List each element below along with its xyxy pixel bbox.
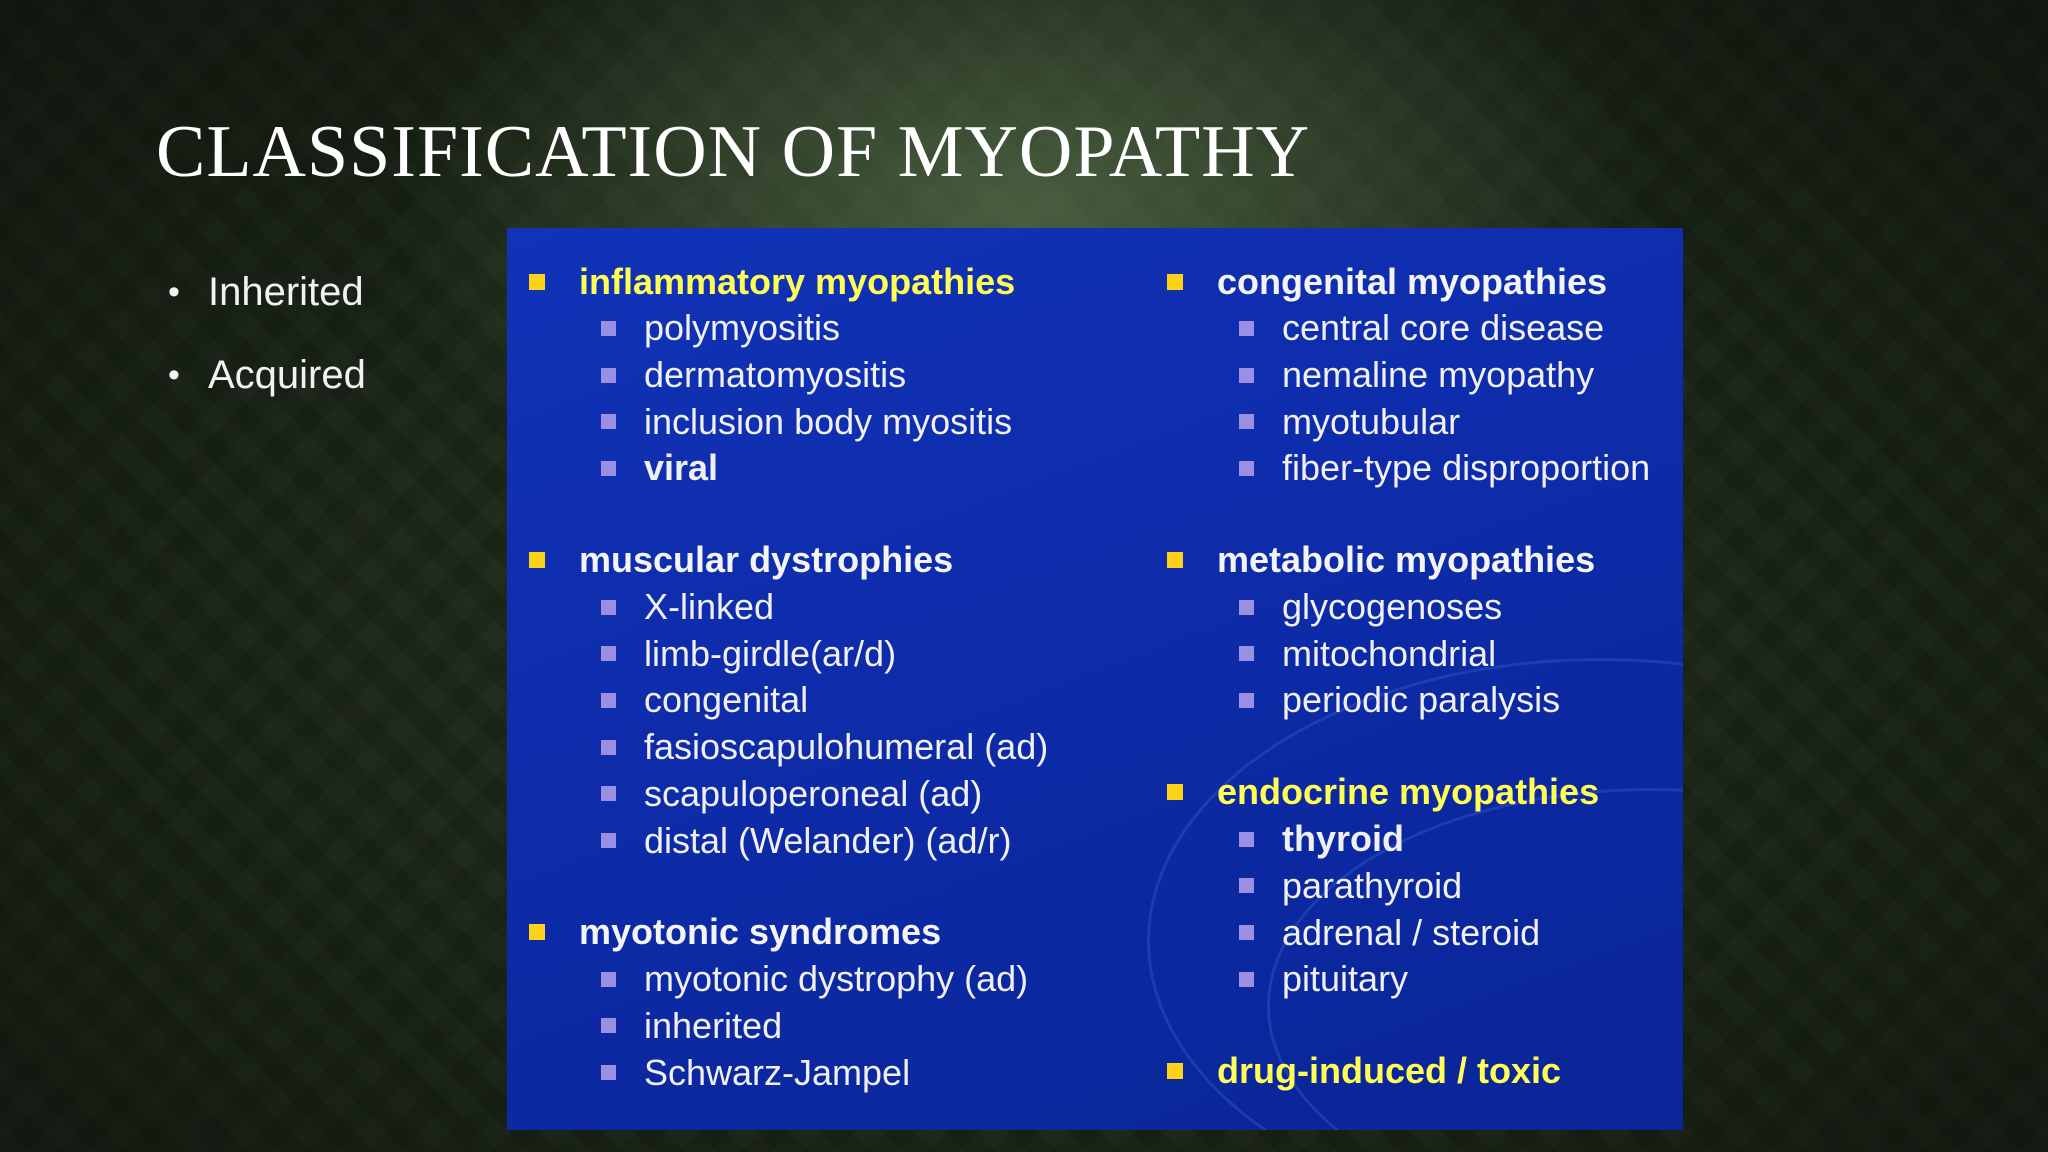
square-bullet-icon xyxy=(1239,600,1254,615)
square-bullet-icon xyxy=(601,693,616,708)
subtype-item xyxy=(1157,352,1677,399)
slide-bullet-list xyxy=(166,262,366,428)
subtype-text: central core disease xyxy=(1282,307,1605,349)
square-bullet-icon xyxy=(601,786,616,801)
square-bullet-icon xyxy=(601,600,616,615)
yellow-square-bullet-icon xyxy=(1167,274,1183,290)
subtype-text: limb-girdle(ar/d) xyxy=(644,632,897,674)
square-bullet-icon xyxy=(1239,972,1254,987)
category-heading-text: inflammatory myopathies xyxy=(579,260,1016,302)
subtype-list xyxy=(519,305,1119,492)
subtype-text: fiber-type disproportion xyxy=(1282,447,1651,489)
subtype-item xyxy=(519,630,1119,677)
subtype-text: X-linked xyxy=(644,586,775,628)
category-heading xyxy=(1157,537,1677,584)
square-bullet-icon xyxy=(1239,832,1254,847)
subtype-item xyxy=(1157,398,1677,445)
slide-title: CLASSIFICATION OF MYOPATHY xyxy=(156,111,1311,193)
square-bullet-icon xyxy=(1239,368,1254,383)
bullet-item xyxy=(166,262,366,345)
subtype-item xyxy=(519,771,1119,818)
subtype-text: Schwarz-Jampel xyxy=(644,1051,911,1093)
subtype-text: dermatomyositis xyxy=(644,354,907,396)
subtype-text: periodic paralysis xyxy=(1282,679,1561,721)
bullet-dot-icon: • xyxy=(168,273,180,311)
right-column xyxy=(1157,258,1677,1095)
classification-panel xyxy=(507,228,1683,1130)
square-bullet-icon xyxy=(601,740,616,755)
subtype-item xyxy=(519,305,1119,352)
category-heading-text: metabolic myopathies xyxy=(1217,539,1596,581)
category-heading-text: muscular dystrophies xyxy=(579,539,954,581)
subtype-text: adrenal / steroid xyxy=(1282,911,1541,953)
category-group xyxy=(519,258,1119,492)
subtype-text: nemaline myopathy xyxy=(1282,354,1595,396)
square-bullet-icon xyxy=(601,414,616,429)
square-bullet-icon xyxy=(601,833,616,848)
category-heading-text: endocrine myopathies xyxy=(1217,771,1600,813)
square-bullet-icon xyxy=(1239,461,1254,476)
subtype-text: scapuloperoneal (ad) xyxy=(644,772,983,814)
subtype-item xyxy=(1157,816,1677,863)
category-heading-text: congenital myopathies xyxy=(1217,260,1608,302)
square-bullet-icon xyxy=(601,1065,616,1080)
square-bullet-icon xyxy=(1239,321,1254,336)
yellow-square-bullet-icon xyxy=(529,552,545,568)
subtype-text: viral xyxy=(644,447,719,489)
subtype-text: thyroid xyxy=(1282,818,1404,860)
bullet-item xyxy=(166,345,366,428)
category-group xyxy=(1157,769,1677,1003)
subtype-text: pituitary xyxy=(1282,958,1409,1000)
square-bullet-icon xyxy=(1239,925,1254,940)
category-group xyxy=(1157,258,1677,492)
subtype-item xyxy=(1157,584,1677,631)
subtype-item xyxy=(1157,677,1677,724)
square-bullet-icon xyxy=(1239,414,1254,429)
subtype-text: mitochondrial xyxy=(1282,632,1497,674)
subtype-text: glycogenoses xyxy=(1282,586,1503,628)
category-group xyxy=(1157,537,1677,724)
category-heading xyxy=(519,537,1119,584)
square-bullet-icon xyxy=(601,1018,616,1033)
subtype-text: inherited xyxy=(644,1004,783,1046)
category-heading xyxy=(519,258,1119,305)
yellow-square-bullet-icon xyxy=(1167,552,1183,568)
yellow-square-bullet-icon xyxy=(1167,784,1183,800)
square-bullet-icon xyxy=(601,368,616,383)
drug-induced-heading xyxy=(1157,1048,1677,1095)
yellow-square-bullet-icon xyxy=(1167,1063,1183,1079)
subtype-item xyxy=(519,817,1119,864)
square-bullet-icon xyxy=(601,461,616,476)
subtype-item xyxy=(519,1003,1119,1050)
subtype-text: myotubular xyxy=(1282,400,1461,442)
subtype-item xyxy=(1157,445,1677,492)
bullet-text: Inherited xyxy=(208,270,364,314)
subtype-item xyxy=(519,677,1119,724)
subtype-item xyxy=(519,445,1119,492)
category-group xyxy=(519,537,1119,864)
subtype-item xyxy=(519,352,1119,399)
subtype-item xyxy=(519,956,1119,1003)
subtype-list xyxy=(1157,305,1677,492)
square-bullet-icon xyxy=(601,646,616,661)
subtype-list xyxy=(1157,816,1677,1003)
subtype-text: congenital xyxy=(644,679,809,721)
subtype-item xyxy=(1157,909,1677,956)
category-heading xyxy=(519,909,1119,956)
subtype-text: parathyroid xyxy=(1282,864,1463,906)
square-bullet-icon xyxy=(601,972,616,987)
yellow-square-bullet-icon xyxy=(529,924,545,940)
subtype-list xyxy=(519,584,1119,864)
subtype-item xyxy=(519,724,1119,771)
category-group xyxy=(519,909,1119,1096)
category-heading xyxy=(1157,769,1677,816)
subtype-text: distal (Welander) (ad/r) xyxy=(644,819,1012,861)
subtype-item xyxy=(1157,956,1677,1003)
bullet-dot-icon: • xyxy=(168,356,180,394)
subtype-item xyxy=(519,584,1119,631)
square-bullet-icon xyxy=(1239,646,1254,661)
subtype-text: myotonic dystrophy (ad) xyxy=(644,958,1029,1000)
drug-induced-heading-text: drug-induced / toxic xyxy=(1217,1050,1562,1092)
square-bullet-icon xyxy=(601,321,616,336)
subtype-item xyxy=(519,1049,1119,1096)
square-bullet-icon xyxy=(1239,693,1254,708)
subtype-item xyxy=(519,398,1119,445)
category-heading-text: myotonic syndromes xyxy=(579,911,942,953)
bullet-text: Acquired xyxy=(208,353,366,397)
left-column xyxy=(519,258,1119,1130)
subtype-item xyxy=(1157,305,1677,352)
square-bullet-icon xyxy=(1239,878,1254,893)
subtype-list xyxy=(519,956,1119,1096)
subtype-item xyxy=(1157,630,1677,677)
subtype-list xyxy=(1157,584,1677,724)
subtype-text: inclusion body myositis xyxy=(644,400,1013,442)
subtype-item xyxy=(1157,863,1677,910)
subtype-text: fasioscapulohumeral (ad) xyxy=(644,726,1049,768)
category-heading xyxy=(1157,258,1677,305)
yellow-square-bullet-icon xyxy=(529,274,545,290)
subtype-text: polymyositis xyxy=(644,307,841,349)
